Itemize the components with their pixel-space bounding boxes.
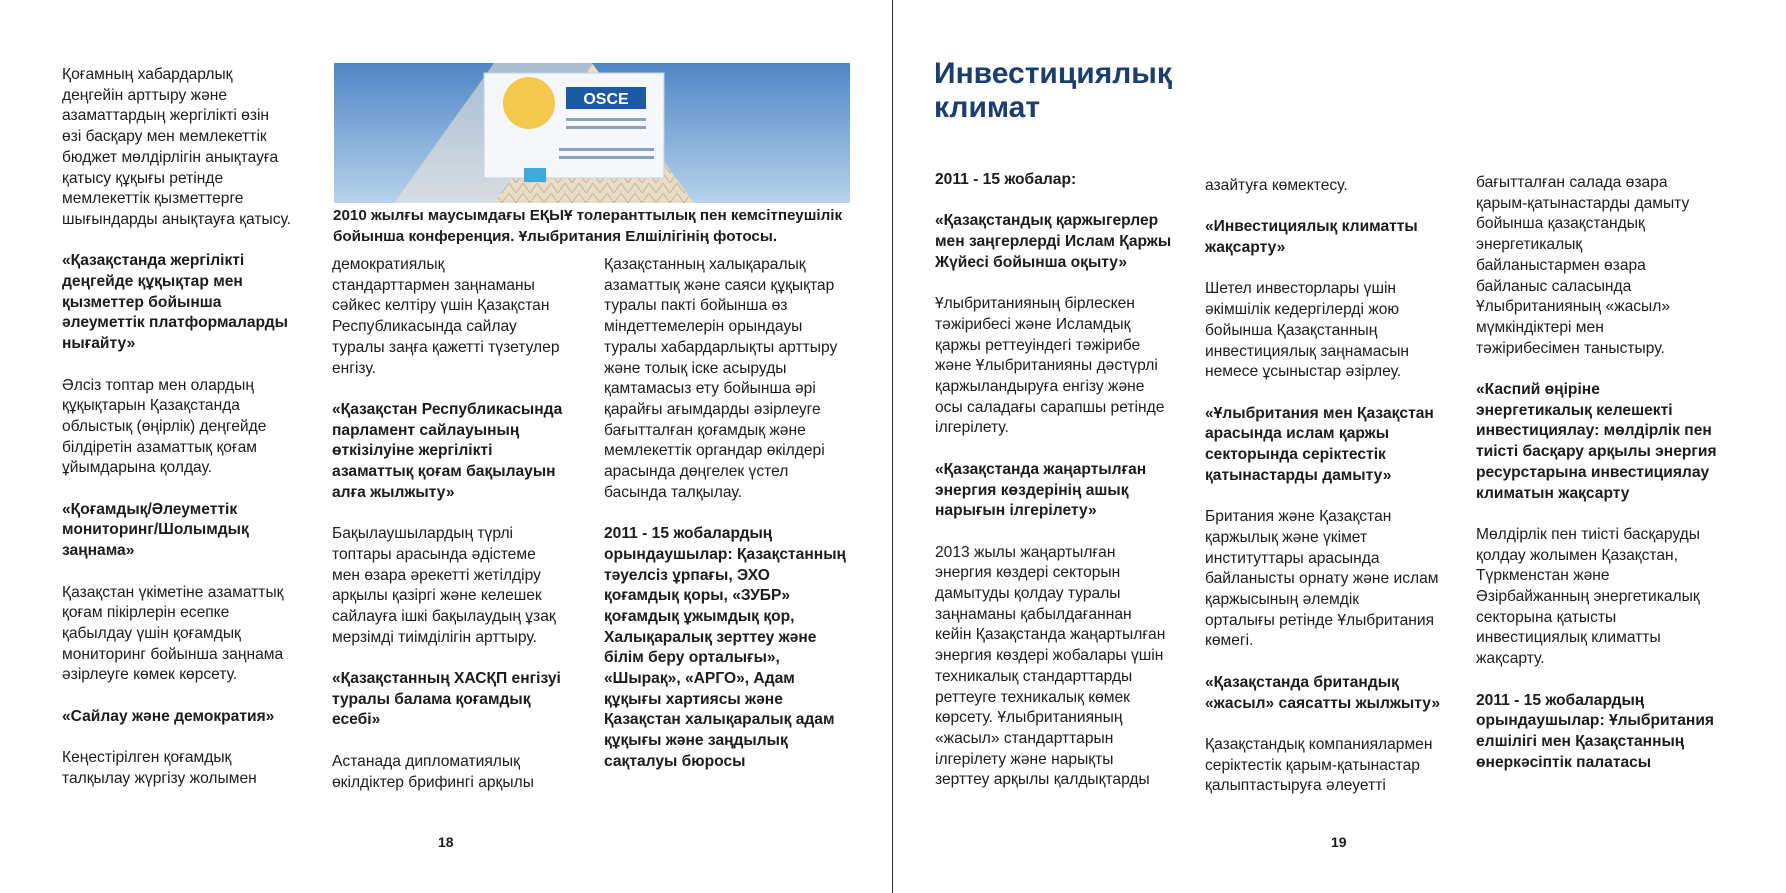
body-paragraph: азайтуға көмектесу.	[1205, 177, 1348, 194]
body-paragraph: Кеңестірілген қоғамдық талқылау жүргізу жолымен	[62, 749, 257, 787]
body-paragraph: Шетел инвесторлары үшін әкімшілік кедергілерді жою бойынша Қазақстанның инвестициялық заңнамасын немесе ұсыныстар әзірлеу.	[1205, 280, 1410, 381]
page-number-left: 18	[438, 834, 454, 850]
page-number-right: 19	[1331, 834, 1347, 850]
body-paragraph: Қоғамның хабардарлық деңгейін арттыру және азаматтардың жергілікті өзін өзі басқару мен мемлекеттік бюджет мөлдірлігін анықтауға қатысу құқығы ретінде мемлекеттік қызметтерге шығындарды анықтауға қатысу.	[62, 66, 292, 228]
section-heading: «Каспий өңіріне энергетикалық келешекті инвестициялау: мөлдірлік пен тиісті басқару арқылы энергия ресурстарына инвестициялау климатын жақсарту	[1476, 381, 1717, 502]
section-heading: «Қазақстанның ХАСҚП енгізуі туралы балама қоғамдық есебі»	[332, 670, 561, 729]
conference-photo-image	[334, 63, 850, 203]
body-paragraph: Әлсіз топтар мен олардың құқықтарын Қазақстанда облыстық (өңірлік) деңгейде білдіретін азаматтық қоғам ұйымдарына қолдау.	[62, 376, 267, 477]
body-paragraph: Мөлдірлік пен тиісті басқаруды қолдау жолымен Қазақстан, Түркменстан және Әзірбайжанның энергетикалық секторына қатысты инвестициялық климатты жақсарту.	[1476, 525, 1700, 668]
section-heading: 2011 - 15 жобалардың орындаушылар: Қазақстанның тәуелсіз ұрпағы, ЭХО қоғамдық қоры, «ЗУБР» қоғамдық ұжымдық қор, Халықаралық зерттеу және білім беру орталығы», «Шырақ», «АРГО», Адам құқығы хартиясы және Қазақстан халықаралық адам құқығы және заңдылық сақталуы бюросы	[604, 525, 846, 770]
body-paragraph: 2013 жылы жаңартылған энергия көздері секторын дамытуды қолдау туралы заңнаманы қабылдағаннан кейін Қазақстанда жаңартылған энергия көздері жобалары үшін техникалық стандарттарды реттеуге техникалық көмек көрсету. Ұлыбританияның «жасыл» стандарттарын ілгерілету және нарықты зерттеу арқылы қалдықтарды	[935, 543, 1166, 789]
right-column-3	[1476, 173, 1746, 794]
body-paragraph: Қазақстан үкіметіне азаматтық қоғам пікірлерін есепке қабылдау үшін қоғамдық мониторинг бойынша заңнама әзірлеуге көмек көрсету.	[62, 583, 284, 684]
body-paragraph: Ұлыбританияның бірлескен тәжірибесі және Исламдық қаржы реттеуіндегі тәжірибе және Ұлыбританияны дәстүрлі қаржыландыруға енгізу және осы саладағы сарапшы ретінде ілгерілету.	[935, 295, 1165, 437]
osce-sign-text: OSCE	[583, 91, 629, 108]
body-paragraph: демократиялық стандарттармен заңнаманы сәйкес келтіру үшін Қазақстан Республикасында сайлау туралы заңға қажетті түзетулер енгізу.	[332, 256, 560, 377]
chapter-title: Инвестициялық климат	[934, 57, 1172, 124]
left-column-1	[62, 65, 322, 810]
right-column-2	[1205, 176, 1470, 818]
section-heading: «Ұлыбритания мен Қазақстан арасында ислам қаржы секторында серіктестік қатынастарды дамыту»	[1205, 404, 1434, 484]
body-paragraph: Қазақстандық компаниялармен серіктестік қарым-қатынастар қалыптастыруға әлеуетті	[1205, 735, 1433, 795]
body-paragraph: Британия және Қазақстан қаржылық және үкімет институттары арасында байланысты орнату және ислам қаржысының әлемдік орталығы ретінде Ұлыбритания көмегі.	[1205, 508, 1439, 650]
left-column-3	[604, 255, 884, 793]
section-heading: «Инвестициялық климатты жақсарту»	[1205, 218, 1418, 257]
photo-caption: 2010 жылғы маусымдағы ЕҚЫҰ толеранттылық пен кемсітпеушілік бойынша конференция. Ұлыбритания Елшілігінің фотосы.	[333, 207, 843, 245]
section-heading: «Қазақстан Республикасында парламент сайлауының өткізілуіне жергілікті азаматтық қоғам бақылауын алға жылжыту»	[332, 400, 563, 501]
section-heading: 2011 - 15 жобалар:	[935, 171, 1077, 188]
left-column-2	[332, 255, 597, 814]
body-paragraph: Астанада дипломатиялық өкілдіктер брифингі арқылы	[332, 752, 534, 791]
section-heading: «Қоғамдық/Әлеуметтік мониторинг/Шолымдық заңнама»	[62, 500, 249, 560]
body-paragraph: бағытталған салада өзара қарым-қатынастарды дамыту бойынша қазақстандық энергетикалық байланыстармен өзара байланыс саласында Ұлыбританияның «жасыл» мүмкіндіктері мен тәжірибесімен таныстыру.	[1476, 174, 1690, 357]
section-heading: «Қазақстандық қаржыгерлер мен заңгерлерді Ислам Қаржы Жүйесі бойынша оқыту»	[935, 212, 1172, 271]
section-heading: 2011 - 15 жобалардың орындаушылар: Ұлыбритания елшілігі мен Қазақстанның өнеркәсіптік палатасы	[1476, 691, 1715, 771]
left-page	[0, 0, 892, 893]
right-page	[893, 0, 1786, 893]
right-column-1	[935, 170, 1200, 812]
section-heading: «Сайлау және демократия»	[62, 707, 275, 725]
body-paragraph: Бақылаушылардың түрлі топтары арасында әдістеме мен өзара әрекетті жетілдіру арқылы қазіргі және келешек сайлауға ішкі бақылаудың ұзақ мерзімді тиімділігін арттыру.	[332, 525, 556, 646]
body-paragraph: Қазақстанның халықаралық азаматтық және саяси құқықтар туралы пакті бойынша өз міндеттемелерін орындауы туралы хабардарлықты арттыру және толық іске асыруды қамтамасыз ету бойынша әрі қарайғы ағымдарды әзірлеуге бағытталған қоғамдық және мемлекеттік органдар өкілдері арасында дөңгелек үстел басында талқылау.	[604, 256, 838, 501]
conference-photo	[334, 63, 850, 203]
section-heading: «Қазақстанда жергілікті деңгейде құқықтар мен қызметтер бойынша әлеуметтік платформаларды нығайту»	[62, 252, 288, 353]
section-heading: «Қазақстанда жаңартылған энергия көздерінің ашық нарығын ілгерілету»	[935, 460, 1147, 520]
section-heading: «Қазақстанда британдық «жасыл» саясатты жылжыту»	[1205, 673, 1440, 712]
